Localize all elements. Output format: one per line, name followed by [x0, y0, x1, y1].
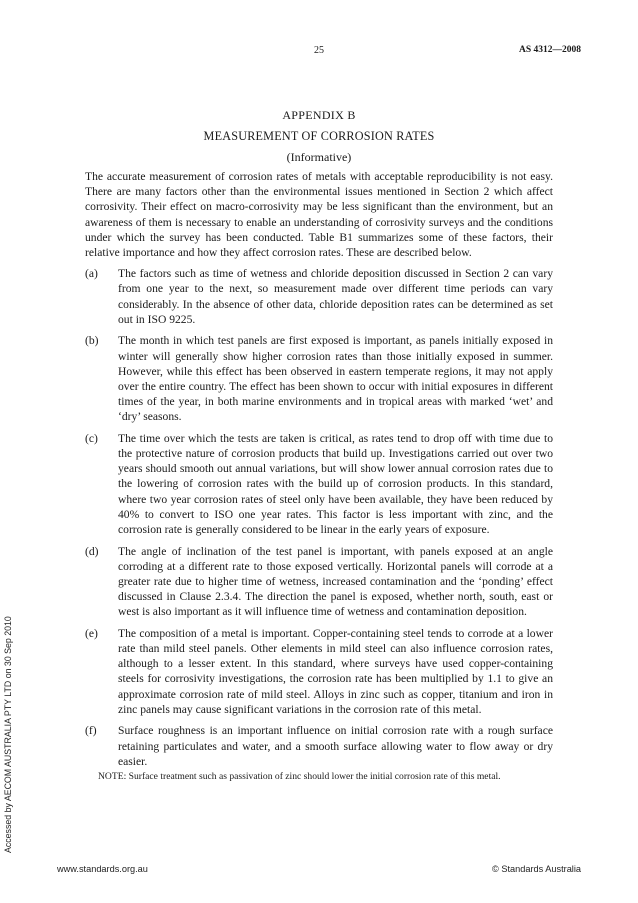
item-text: The composition of a metal is important. Copper-containing steel tends to corrode at a lower rate than mild steel panels. Other elements in mild steel can also influence corrosion rates, although to a lesser extent. In this standard, where surveys have used copper-containing steels for corrosivity investigations, the corrosion rate has been multiplied by 1.1 to give an approximate corrosion rate of mild steel. Alloys in zinc such as copper, titanium and iron in zinc panels may cause significant variations in the corrosion rate of this metal. — [118, 626, 553, 716]
item-text: The factors such as time of wetness and chloride deposition discussed in Section 2 can vary from one year to the next, so measurement made over different time periods can vary considerably. In the absence of other data, chloride deposition rates can be determined as set out in ISO 9225. — [118, 267, 553, 326]
list-item — [85, 626, 553, 717]
footer-url: www.standards.org.au — [57, 864, 148, 874]
footer-copyright: © Standards Australia — [492, 864, 581, 874]
item-text: Surface roughness is an important influence on initial corrosion rate with a rough surface retaining particulates and water, and a smooth surface allowing water to flow away or dry easier. — [118, 724, 553, 768]
access-watermark: Accessed by AECOM AUSTRALIA PTY LTD on 30 Sep 2010 — [3, 616, 13, 853]
document-body — [85, 169, 553, 784]
item-text: The time over which the tests are taken is critical, as rates tend to drop off with time due to the protective nature of corrosion products that build up. Investigations carried out over two years should smooth out annual variations, but will show lower annual corrosion rates due to the lowering of corrosion rates with the build up of corrosion products. In this standard, where two year corrosion rates of steel only have been available, they have been reduced by 40% to convert to ISO one year rates. This factor is less important with zinc, and the corrosion rate is generally considered to be linear in the early years of exposure. — [118, 431, 553, 537]
factor-list — [85, 266, 553, 769]
item-text: The month in which test panels are first exposed is important, as panels initially exposed in winter will generally show higher corrosion rates than those initially exposed in summer. However, while this effect has been observed in eastern temperate regions, it may not apply over the entire country. The effect has been shown to occur with initial exposures in different times of the year, in both marine environments and in tropical areas with marked ‘wet’ and ‘dry’ seasons. — [118, 334, 553, 424]
item-label: (e) — [85, 626, 98, 640]
list-item — [85, 723, 553, 769]
standard-number: AS 4312—2008 — [518, 45, 581, 55]
item-label: (f) — [85, 724, 97, 738]
item-label: (a) — [85, 267, 98, 281]
list-item — [85, 544, 553, 620]
appendix-title: MEASUREMENT OF CORROSION RATES — [203, 129, 435, 143]
item-label: (c) — [85, 431, 98, 445]
item-text: The angle of inclination of the test panel is important, with panels exposed at an angle corroding at a different rate to those exposed vertically. Horizontal panels will corrode at a greater rate due to higher time of wetness, increased contamination and the ‘ponding’ effect discussed in Clause 2.3.4. The direction the panel is exposed, whether north, south, east or west is also important as it will influence time of wetness and contamination deposition. — [118, 544, 553, 619]
appendix-heading: APPENDIX B — [282, 108, 356, 122]
list-item — [85, 266, 553, 327]
item-label: (d) — [85, 544, 99, 558]
list-item — [85, 333, 553, 424]
intro-paragraph: The accurate measurement of corrosion rates of metals with acceptable reproducibility is not easy. There are many factors other than the environmental issues mentioned in Section 2 which affect corrosivity. Their effect on macro-corrosivity may be less significant than the environment, but an awareness of them is necessary to enable an understanding of corrosivity surveys and the conditions under which the survey has been conducted. Table B1 summarizes some of these factors, their relative importance and how they affect corrosion rates. These are described below. — [85, 170, 553, 260]
note-text: NOTE: Surface treatment such as passivation of zinc should lower the initial corrosion rate of this metal. — [98, 771, 501, 782]
page-number: 25 — [314, 45, 324, 56]
list-item — [85, 431, 553, 537]
item-label: (b) — [85, 334, 99, 348]
appendix-status: (Informative) — [286, 150, 352, 164]
